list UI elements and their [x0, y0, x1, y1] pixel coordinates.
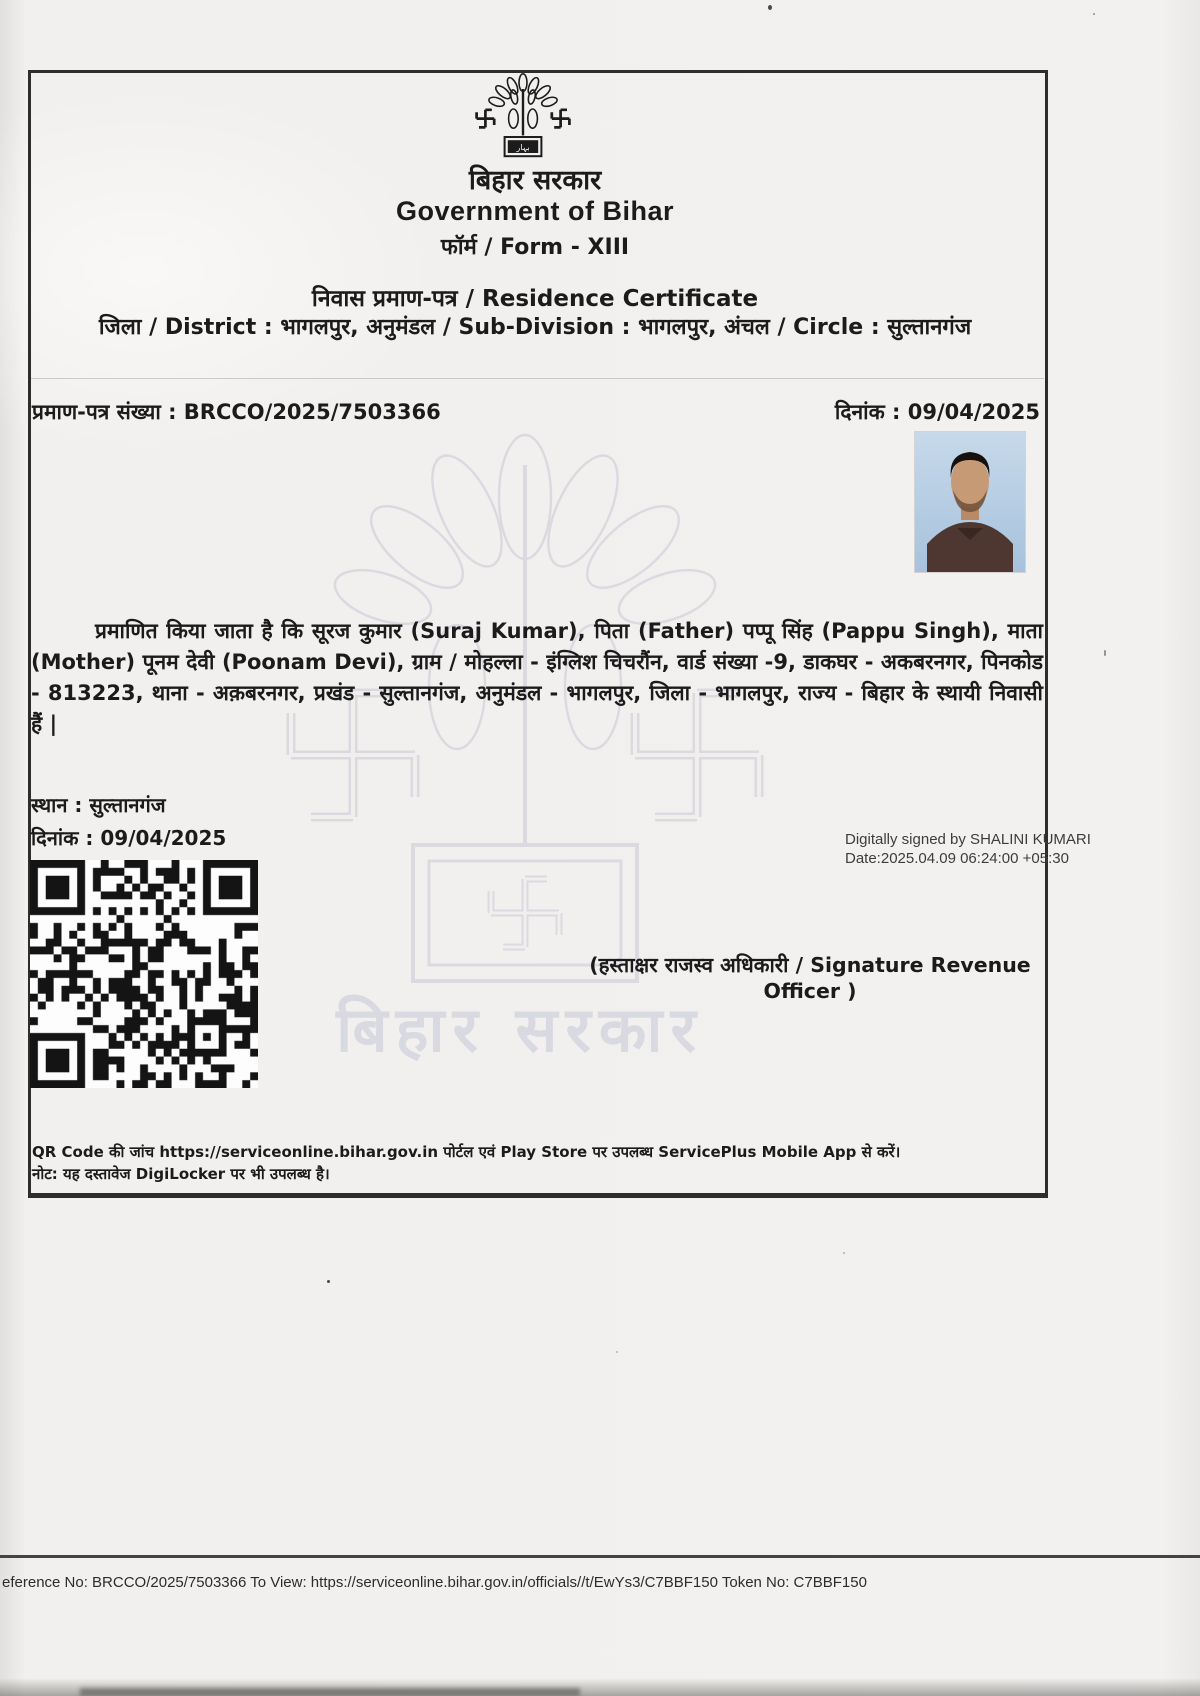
qr-check-note: QR Code की जांच https://serviceonline.bihar.gov.in पोर्टल एवं Play Store पर उपलब्ध ServicePlus Mobile App से करें।	[32, 1143, 901, 1161]
reference-footer: eference No: BRCCO/2025/7503366 To View: https://serviceonline.bihar.gov.in/officials//t/EwYs3/C7BBF150 Token No: C7BBF150	[2, 1574, 867, 1591]
scan-speck	[616, 1351, 618, 1353]
scan-speck	[1104, 650, 1106, 656]
issue-place: स्थान : सुल्तानगंज	[31, 793, 166, 817]
certificate-title: निवास प्रमाण-पत्र / Residence Certificate	[311, 286, 759, 312]
issue-date: दिनांक : 09/04/2025	[31, 826, 227, 850]
scan-speck	[843, 1252, 845, 1254]
certificate-number: प्रमाण-पत्र संख्या : BRCCO/2025/7503366	[32, 400, 441, 424]
title-english: Government of Bihar	[395, 196, 675, 226]
svg-text:بہار: بہار	[516, 142, 530, 152]
header-separator-line	[30, 378, 1044, 379]
scan-edge-streak	[80, 1688, 580, 1696]
digital-signature-block	[845, 830, 1091, 868]
form-number-line: फॉर्म / Form - XIII	[440, 235, 630, 260]
certificate-body-paragraph: प्रमाणित किया जाता है कि सूरज कुमार (Suraj Kumar), पिता (Father) पप्पू सिंह (Pappu Singh), माता (Mother) पूनम देवी (Poonam Devi), ग्राम / मोहल्ला - इंग्लिश चिचरौंन, वार्ड संख्या -9, डाकघर - अकबरनगर, पिनकोड - 813223, थाना - अक़बरनगर, प्रखंड - सुल्तानगंज, अनुमंडल - भागलपुर, जिला - भागलपुर, राज्य - बिहार के स्थायी निवासी हैं |	[31, 619, 1043, 736]
bihar-emblem-icon	[463, 73, 583, 161]
certificate-date: दिनांक : 09/04/2025	[834, 400, 1040, 424]
scan-speck	[327, 1280, 330, 1283]
digital-signature-line2: Date:2025.04.09 06:24:00 +05:30	[845, 850, 1069, 867]
qr-code	[30, 860, 258, 1088]
digilocker-note: नोट: यह दस्तावेज DigiLocker पर भी उपलब्ध है।	[32, 1165, 330, 1183]
signature-caption: (हस्ताक्षर राजस्व अधिकारी / Signature Revenue Officer )	[589, 953, 1031, 1003]
title-hindi: बिहार सरकार	[468, 165, 602, 196]
bottom-scan-rule	[0, 1555, 1200, 1558]
scan-speck	[768, 5, 772, 10]
district-line: जिला / District : भागलपुर, अनुमंडल / Sub-Division : भागलपुर, अंचल / Circle : सुल्तानगंज	[98, 315, 972, 340]
watermark-text: बिहार सरकार	[336, 993, 704, 1066]
digital-signature-line1: Digitally signed by SHALINI KUMARI	[845, 831, 1091, 848]
scan-speck	[1093, 13, 1095, 15]
applicant-photo	[915, 432, 1025, 572]
